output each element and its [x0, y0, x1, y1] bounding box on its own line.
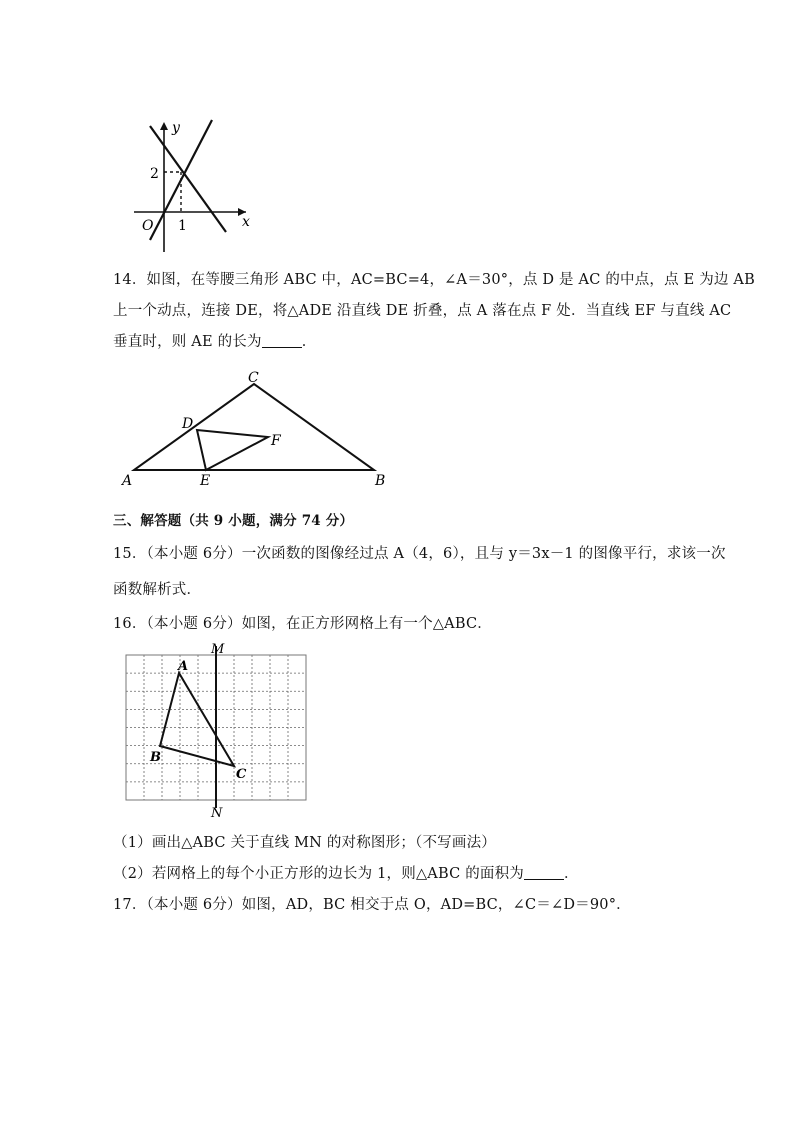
tick-label-y: 2 — [150, 166, 159, 182]
label-b-grid: B — [150, 750, 161, 765]
label-a-grid: A — [178, 659, 189, 674]
label-f: F — [271, 433, 281, 449]
q16-grid-svg — [120, 638, 315, 820]
triangle-abc — [134, 384, 374, 470]
q14-line-1: 14．如图，在等腰三角形 ABC 中，AC=BC=4，∠A＝30°，点 D 是 AC 的中点，点 E 为边 AB — [113, 272, 755, 288]
label-m: M — [211, 642, 225, 657]
q16-line-1: 16．（本小题 6分）如图，在正方形网格上有一个△ABC． — [113, 616, 492, 632]
q14-triangle-figure — [118, 364, 398, 492]
q16-part-2-end: ． — [564, 866, 579, 882]
section-3-title: 三、解答题（共 9 小题，满分 74 分） — [113, 513, 354, 529]
label-c: C — [248, 370, 259, 386]
q14-line-3 — [113, 330, 316, 351]
x-axis-label: x — [242, 214, 250, 230]
q14-answer-blank[interactable] — [262, 333, 302, 348]
label-a: A — [122, 473, 133, 489]
q14-line-3-end: ． — [301, 334, 317, 350]
folded-triangle-def — [197, 430, 268, 470]
q13-graph-svg — [128, 112, 278, 262]
tick-label-x: 1 — [178, 218, 187, 234]
q16-part-1: （1）画出△ABC 关于直线 MN 的对称图形；（不写画法） — [113, 835, 496, 851]
q16-part-2-text: （2）若网格上的每个小正方形的边长为 1，则△ABC 的面积为 — [113, 866, 525, 882]
q14-line-2: 上一个动点，连接 DE，将△ADE 沿直线 DE 折叠，点 A 落在点 F 处．当直线 EF 与直线 AC — [113, 303, 732, 319]
label-b: B — [375, 473, 386, 489]
label-e: E — [200, 473, 211, 489]
triangle-abc-grid — [160, 673, 234, 766]
q13-graph-figure — [128, 112, 278, 262]
q15-line-2: 函数解析式． — [113, 582, 202, 598]
q16-answer-blank[interactable] — [524, 865, 564, 880]
q14-line-3-text: 垂直时，则 AE 的长为 — [113, 334, 262, 350]
origin-label: O — [142, 218, 154, 234]
q14-triangle-svg — [118, 364, 398, 492]
q15-line-1: 15．（本小题 6分）一次函数的图像经过点 A（4，6），且与 y＝3x－1 的图像平行，求该一次 — [113, 546, 726, 562]
q16-grid-figure — [120, 638, 315, 820]
q16-part-2 — [113, 862, 579, 883]
q17-line-1: 17．（本小题 6分）如图，AD，BC 相交于点 O，AD=BC，∠C＝∠D＝90°． — [113, 897, 631, 913]
y-axis-arrow — [160, 122, 168, 130]
label-d: D — [182, 416, 194, 432]
label-c-grid: C — [236, 767, 247, 782]
y-axis-label: y — [172, 120, 180, 136]
label-n: N — [211, 806, 223, 820]
